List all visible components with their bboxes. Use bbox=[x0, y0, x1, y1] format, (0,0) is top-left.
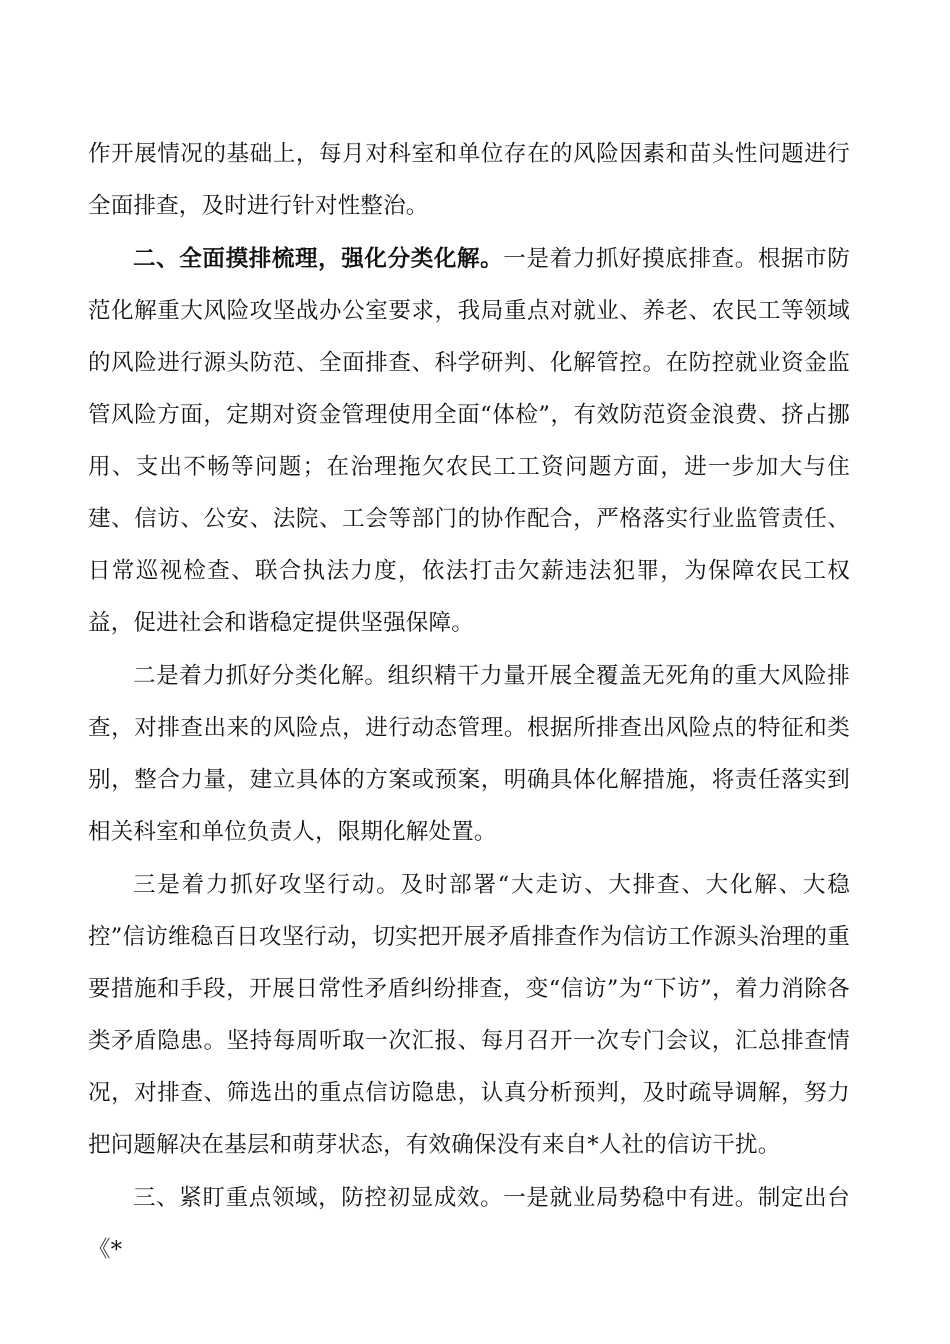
paragraph-campaign bbox=[88, 859, 850, 1171]
paragraph-text: 三是着力抓好攻坚行动。及时部署“大走访、大排查、大化解、大稳控”信访维稳百日攻坚行动，切实把开展矛盾排查作为信访工作源头治理的重要措施和手段，开展日常性矛盾纠纷排查，变“信访”为“下访”，着力消除各类矛盾隐患。坚持每周听取一次汇报、每月召开一次专门会议，汇总排查情况，对排查、筛选出的重点信访隐患，认真分析预判，及时疏导调解，努力把问题解决在基层和萌芽状态，有效确保没有来自*人社的信访干扰。 bbox=[88, 872, 850, 1158]
paragraph-text: 三、紧盯重点领域，防控初显成效。一是就业局势稳中有进。制定出台《* bbox=[88, 1185, 850, 1263]
paragraph-section-two bbox=[88, 233, 850, 649]
document-page bbox=[88, 128, 850, 1276]
paragraph-classification bbox=[88, 650, 850, 858]
paragraph-continuation bbox=[88, 128, 850, 232]
section-heading: 二、全面摸排梳理，强化分类化解。 bbox=[133, 246, 504, 272]
paragraph-text: 一是着力抓好摸底排查。根据市防范化解重大风险攻坚战办公室要求，我局重点对就业、养老、农民工等领域的风险进行源头防范、全面排查、科学研判、化解管控。在防控就业资金监管风险方面，定期对资金管理使用全面“体检”，有效防范资金浪费、挤占挪用、支出不畅等问题；在治理拖欠农民工工资问题方面，进一步加大与住建、信访、公安、法院、工会等部门的协作配合，严格落实行业监管责任、日常巡视检查、联合执法力度，依法打击欠薪违法犯罪，为保障农民工权益，促进社会和谐稳定提供坚强保障。 bbox=[88, 246, 850, 636]
paragraph-text: 二是着力抓好分类化解。组织精干力量开展全覆盖无死角的重大风险排查，对排查出来的风险点，进行动态管理。根据所排查出风险点的特征和类别，整合力量，建立具体的方案或预案，明确具体化解措施，将责任落实到相关科室和单位负责人，限期化解处置。 bbox=[88, 663, 850, 845]
paragraph-text: 作开展情况的基础上，每月对科室和单位存在的风险因素和苗头性问题进行全面排查，及时进行针对性整治。 bbox=[88, 141, 850, 219]
paragraph-section-three bbox=[88, 1172, 850, 1276]
